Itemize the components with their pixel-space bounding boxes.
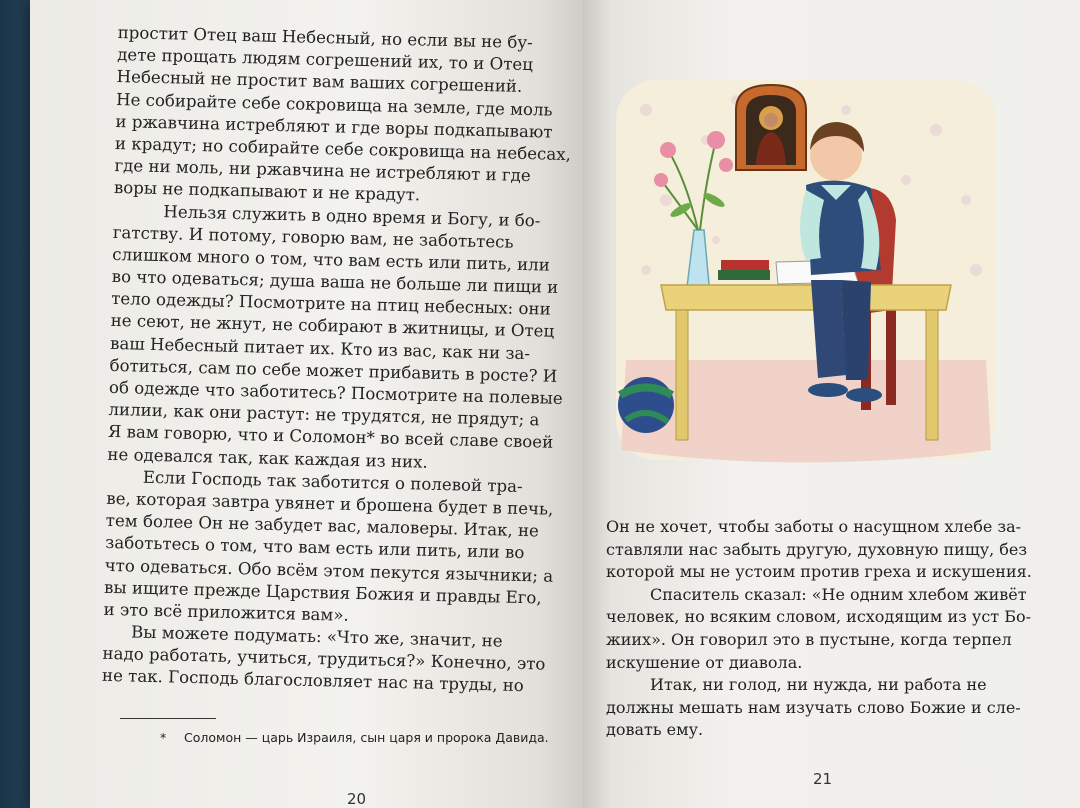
text-line: об одежде что заботитесь? Посмотрите на полевые — [108, 377, 563, 408]
text-line: дете прощать людям согрешений их, то и Отец — [116, 45, 534, 75]
text-line: гатству. И потому, говорю вам, не заботьтесь — [112, 222, 514, 252]
text-line: ве, которая завтра увянет и брошена будет в печь, — [106, 488, 554, 519]
text-line: жиих». Он говорил это в пустыне, когда терпел — [606, 629, 1012, 649]
text-line: которой мы не устоим против греха и искушения. — [606, 562, 1032, 582]
text-line: Если Господь так заботится о полевой тра- — [142, 467, 523, 496]
text-line: где ни моль, ни ржавчина не истребляют и где — [114, 156, 531, 186]
text-line: не сеют, не жнут, не собирают в житницы, и Отец — [110, 311, 555, 342]
text-line: слишком много о том, что вам есть или пить, или — [112, 244, 551, 275]
text-line: заботьтесь о том, что вам есть или пить, или во — [105, 533, 525, 563]
text-line: Я вам говорю, что и Соломон* во всей славе своей — [107, 422, 554, 453]
text-line: тем более Он не забудет вас, маловеры. Итак, не — [105, 510, 540, 541]
text-line: Нельзя служить в одно время и Богу, и бо- — [163, 201, 541, 230]
text-line: Небесный не простит вам ваших согрешений. — [116, 67, 523, 97]
text-line: искушение от диавола. — [606, 652, 803, 672]
text-line: должны мешать нам изучать слово Божие и сле- — [606, 697, 1021, 717]
text-line: простит Отец ваш Небесный, но если вы не бу- — [117, 22, 533, 53]
text-line: ставляли нас забыть другую, духовную пищу, без — [606, 539, 1028, 559]
text-line: Вы можете подумать: «Что же, значит, не — [130, 622, 503, 651]
footnote-mark: * — [160, 730, 167, 745]
text-line: вы ищите прежде Царствия Божия и правды Его, — [103, 577, 542, 608]
text-line: и крадут; но собирайте себе сокровища на небесах, — [114, 133, 572, 165]
text-line: Не собирайте себе сокровища на земле, где моль — [115, 89, 553, 120]
text-line: ваш Небесный питает их. Кто из вас, как ни за- — [109, 333, 531, 363]
footnote-text: Соломон — царь Израиля, сын царя и пророка Давида. — [184, 730, 549, 745]
text-line: воры не подкапывают и не крадут. — [113, 178, 421, 205]
footnote-divider — [120, 718, 216, 719]
text-line: Спаситель сказал: «Не одним хлебом живёт — [650, 584, 1027, 604]
illustration-boy-at-desk — [606, 70, 1006, 475]
footnote — [160, 730, 580, 745]
text-line: Он не хочет, чтобы заботы о насущном хлебе за- — [606, 517, 1022, 536]
text-line: довать ему. — [606, 720, 704, 740]
text-line: во что одеваться; душа ваша не больше ли пищи и — [111, 266, 559, 297]
text-line: Итак, ни голод, ни нужда, ни работа не — [650, 675, 987, 695]
text-line: ботиться, сам по себе может прибавить в росте? И — [109, 355, 558, 386]
text-line: и ржавчина истребляют и где воры подкапывают — [115, 111, 553, 142]
text-line: не одевался так, как каждая из них. — [107, 444, 429, 472]
right-page-text — [606, 516, 1036, 742]
text-line: лилии, как они растут: не трудятся, не прядут; а — [108, 400, 540, 430]
text-line: человек, но всяким словом, исходящим из уст Бо- — [606, 607, 1032, 627]
text-line: тело одежды? Посмотрите на птиц небесных: они — [111, 289, 551, 319]
text-line: не так. Господь благословляет нас на труды, но — [101, 666, 525, 696]
text-line: надо работать, учиться, трудиться?» Конечно, это — [102, 644, 546, 674]
ball — [618, 377, 674, 433]
page-number-left: 20 — [347, 790, 367, 808]
text-line: и это всё приложится вам». — [103, 599, 349, 625]
text-line: что одеваться. Обо всём этом пекутся язычники; а — [104, 555, 554, 586]
icon-frame — [736, 85, 806, 170]
page-number-right: 21 — [813, 770, 833, 788]
left-page-text — [101, 22, 572, 698]
